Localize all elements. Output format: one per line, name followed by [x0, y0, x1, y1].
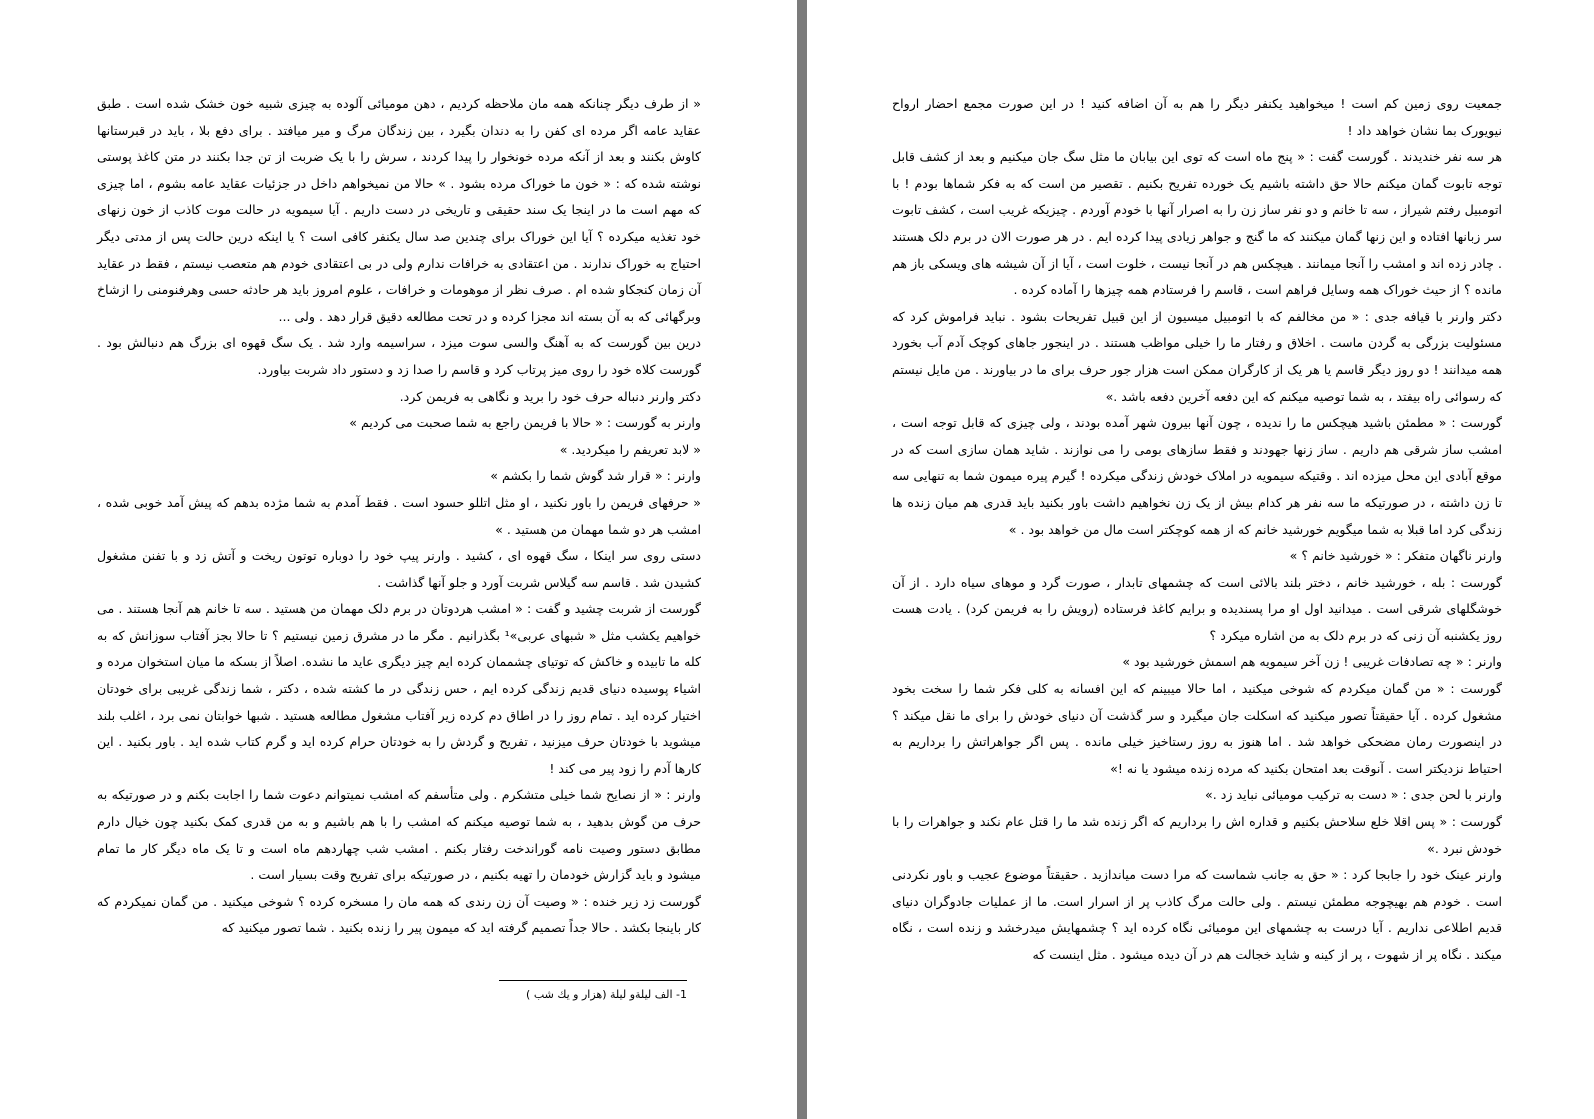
- paragraph: « لابد تعریفم را میکردید. »: [559, 441, 701, 457]
- paragraph: وارنر با لحن جدی : « دست به ترکیب مومیائی نباید زد .»: [1205, 787, 1502, 803]
- paragraph: گورست : « پس اقلا خلع سلاحش بکنیم و قداره اش را برداریم که اگر زنده شد ما را قتل عام نکند و جواهرات را با خودش نبرد .»: [892, 814, 1502, 856]
- footnote-separator: [499, 980, 687, 981]
- paragraph: وارنر به گورست : « حالا با فریمن راجع به شما صحبت می کردیم »: [349, 415, 701, 431]
- paragraph: دکتر وارنر با قیافه جدی : « من مخالفم که با اتومبیل میسیون از این قبیل تفریحات بشود . نباید فراموش کرد که مسئولیت بزرگی به گردن ماست . اخلاق و رفتار ما را خیلی مواظب هستند . در اینجور جاهای کوچک آدم آب بخورد همه میدانند ! دو روز دیگر قاسم یا هر یک از کارگران ممکن است هزار جور حرف برای ما در بیاورند . من مایل نیستم که رسوائی راه بیفتد ، به شما توصیه میکنم که این دفعه آخرین دفعه باشد .»: [892, 308, 1502, 404]
- right-page-text: [892, 91, 1502, 969]
- paragraph: گورست : « مطمئن باشید هیچکس ما را ندیده ، چون آنها بیرون شهر آمده بودند ، ولی چیزی که قابل توجه است ، امشب ساز شرقی هم داریم . ساز زنها جهودند و فقط سازهای بومی را می نوازند . شاید همان سازی است که در موقع آبادی این محل میزده اند . وقتیکه سیمویه در املاک خودش زندگی میکرده ! گیرم پیره میمون شما به تنهایی سه تا زن داشته ، در صورتیکه ما سه نفر هر کدام بیش از یک زن نخواهیم داشت باور بکنید باید قدری هم میان زنده ها زندگی کرد اما قبلا به شما میگویم خورشید خانم که از همه کوچکتر است مال من خواهد بود . »: [892, 415, 1502, 537]
- footnote: 1- الف لیلةو لیلة (هزار و یك شب ): [526, 988, 687, 1001]
- paragraph: وارنر ناگهان متفکر : « خورشید خانم ؟ »: [1289, 548, 1502, 564]
- paragraph: گورست زد زیر خنده : « وصیت آن زن رندی که همه مان را مسخره کرده ؟ شوخی میکنید . من گمان نمیکردم که کار باینجا بکشد . حالا جداً تصمیم گرفته اید که میمون پیر را زنده بکنید . شما تصور میکنید که: [97, 893, 701, 936]
- page-divider: [797, 0, 807, 1119]
- left-page-text: [97, 91, 701, 942]
- paragraph: جمعیت روی زمین کم است ! میخواهید یکنفر دیگر را هم به آن اضافه کنید ! در این صورت مجمع احضار ارواح نیویورک بما نشان خواهد داد !: [892, 96, 1502, 138]
- paragraph: درین بین گورست که به آهنگ والسی سوت میزد ، سراسیمه وارد شد . یک سگ قهوه ای بزرگ هم دنبالش بود . گورست کلاه خود را روی میز پرتاب کرد و قاسم را صدا زد و دستور داد شربت بیاورد.: [97, 335, 701, 377]
- paragraph: وارنر : « از نصایح شما خیلی متشکرم . ولی متأسفم که امشب نمیتوانم دعوت شما را اجابت بکنم و در صورتیکه به حرف من گوش بدهید ، به شما توصیه میکنم که امشب را با هم باشیم و به من قدری کمک بکنید چون خیال دارم مطابق دستور وصیت نامه گوراندخت رفتار بکنم . امشب شب چهاردهم ماه است و تا یک ماه دیگر کار ما تمام میشود و باید گزارش خودمان را تهیه بکنیم ، در صورتیکه برای تفریح وقت بسیار است .: [97, 787, 701, 883]
- paragraph: وارنر : « قرار شد گوش شما را بکشم »: [490, 468, 701, 484]
- paragraph: وارنر عینک خود را جابجا کرد : « حق به جانب شماست که مرا دست میاندازید . حقیقتاً موضوع عجیب و باور نکردنی است . خودم هم بهیچوجه مطمئن نیستم . ولی حالت مرگ کاذب پر از اسرار است. ما از عملیات جادوگران دنیای قدیم اطلاعی نداریم . آیا درست به چشمهای این مومیائی نگاه کرده اید ؟ چشمهایش میدرخشد و زنده است ، نگاه میکند . نگاه پر از شهوت ، پر از کینه و شاید خجالت هم در آن دیده میشود . مثل اینست که: [892, 867, 1502, 962]
- paragraph: « از طرف دیگر چنانکه همه مان ملاحظه کردیم ، دهن مومیائی آلوده به چیزی شبیه خون خشک شده است . طبق عقاید عامه اگر مرده ای کفن را به دندان بگیرد ، بین زندگان مرگ و میر میافتد . برای دفع بلا ، باید در قبرستانها کاوش بکنند و بعد از آنکه مرده خونخوار را پیدا کردند ، سرش را با یک ضربت از تن جدا بکنند در متن کاغذ پوستی نوشته شده که : « خون ما خوراک مرده بشود . » حالا من نمیخواهم داخل در جزئیات عقاید عامه بشوم ، اما چیزی که مهم است ما در اینجا یک سند حقیقی و تاریخی در دست داریم . آیا سیمویه در حالت موت کاذب از خون زنهای خود تغذیه میکرده ؟ آیا این خوراک برای چندین صد سال یکنفر کافی است ؟ یا اینکه درین حالت پس از مدتی دیگر احتیاج به خوراک ندارند . من اعتقادی به خرافات ندارم ولی در بی اعتقادی خودم هم متعصب نیستم ، فقط در عقاید آن زمان کنجکاو شده ام . صرف نظر از موهومات و خرافات ، علوم امروز باید هر حادثه حسی وهرفنومنی را ازشاخ وبرگهائی که به آن بسته اند مجزا کرده و در تحت مطالعه دقیق قرار دهد . ولی ...: [97, 96, 701, 324]
- paragraph: دستی روی سر اینکا ، سگ قهوه ای ، کشید . وارنر پیپ خود را دوباره توتون ریخت و آتش زد و با تفنن مشغول کشیدن شد . قاسم سه گیلاس شربت آورد و جلو آنها گذاشت .: [97, 548, 701, 590]
- paragraph: « حرفهای فریمن را باور نکنید ، او مثل اتللو حسود است . فقط آمدم به شما مژده بدهم که پیش آمد خوبی شده ، امشب هر دو شما مهمان من هستید . »: [97, 494, 701, 537]
- paragraph: گورست از شربت چشید و گفت : « امشب هردوتان در برم دلک مهمان من هستید . سه تا خانم هم آنجا هستند . می خواهیم یکشب مثل « شبهای عربی»¹ بگذرانیم . مگر ما در مشرق زمین نیستیم ؟ تا حالا بجز آفتاب سوزانش که به کله ما تابیده و خاکش که توتیای چشممان کرده ایم چیز دیگری عاید ما نشده. اصلاً از بسکه ما میان استخوان مرده و اشیاء پوسیده دنیای قدیم زندگی کرده ایم ، حس زندگی در ما کشته شده ، دکتر ، شما زندگی غریبی برای خودتان اختیار کرده اید . تمام روز را در اطاق دم کرده زیر آفتاب مشغول مطالعه هستید . شبها خوابتان نمی برد ، اغلب بلند میشوید با خودتان حرف میزنید ، تفریح و گردش را به خودتان حرام کرده اید و گرم کتاب شده اید . باور بکنید . این کارها آدم را زود پیر می کند !: [97, 601, 701, 776]
- paragraph: هر سه نفر خندیدند . گورست گفت : « پنج ماه است که توی این بیابان ما مثل سگ جان میکنیم و بعد از کشف قابل توجه تابوت گمان میکنم حالا حق داشته باشیم یک خورده تفریح بکنیم . تقصیر من است که به فکر شماها بودم ! با اتومبیل رفتم شیراز ، سه تا خانم و دو نفر ساز زن را به اصرار آنها با خودم آوردم . چیزیکه غریب است ، کشف تابوت سر زبانها افتاده و این زنها گمان میکنند که ما گنج و جواهر زیادی پیدا کرده ایم . در هر صورت الان در برم دلک هستند . چادر زده اند و امشب را آنجا میمانند . هیچکس هم در آنجا نیست ، خلوت است ، آیا از آن شیشه های ویسکی باز هم مانده ؟ از حیث خوراک همه وسایل فراهم است ، قاسم را فرستادم همه چیزها را آماده کرده .: [892, 149, 1502, 298]
- paragraph: وارنر : « چه تصادفات غریبی ! زن آخر سیمویه هم اسمش خورشید بود »: [1122, 654, 1502, 670]
- paragraph: گورست : « من گمان میکردم که شوخی میکنید ، اما حالا میبینم که این افسانه به کلی فکر شما را سخت بخود مشغول کرده . آیا حقیقتاً تصور میکنید که اسکلت جان میگیرد و سر گذشت آن دنیای خودش را برای ما نقل میکند ؟ در اینصورت رمان مضحکی خواهد شد . اما هنوز به روز رستاخیز خیلی مانده . پس اگر جواهراتش را برداریم به احتیاط نزدیکتر است . آنوقت بعد امتحان بکنید که مرده زنده میشود یا نه !»: [892, 681, 1502, 776]
- paragraph: دکتر وارنر دنباله حرف خود را برید و نگاهی به فریمن کرد.: [399, 388, 701, 404]
- paragraph: گورست : بله ، خورشید خانم ، دختر بلند بالائی است که چشمهای تابدار ، صورت گرد و موهای سیاه دارد . از آن خوشگلهای شرقی است . میدانید اول او مرا پسندیده و برایم کاغذ فرستاده (رویش را به فریمن کرد) . یادت هست روز یکشنبه آن زنی که در برم دلک به من اشاره میکرد ؟: [892, 574, 1502, 643]
- right-page: [807, 0, 1594, 1119]
